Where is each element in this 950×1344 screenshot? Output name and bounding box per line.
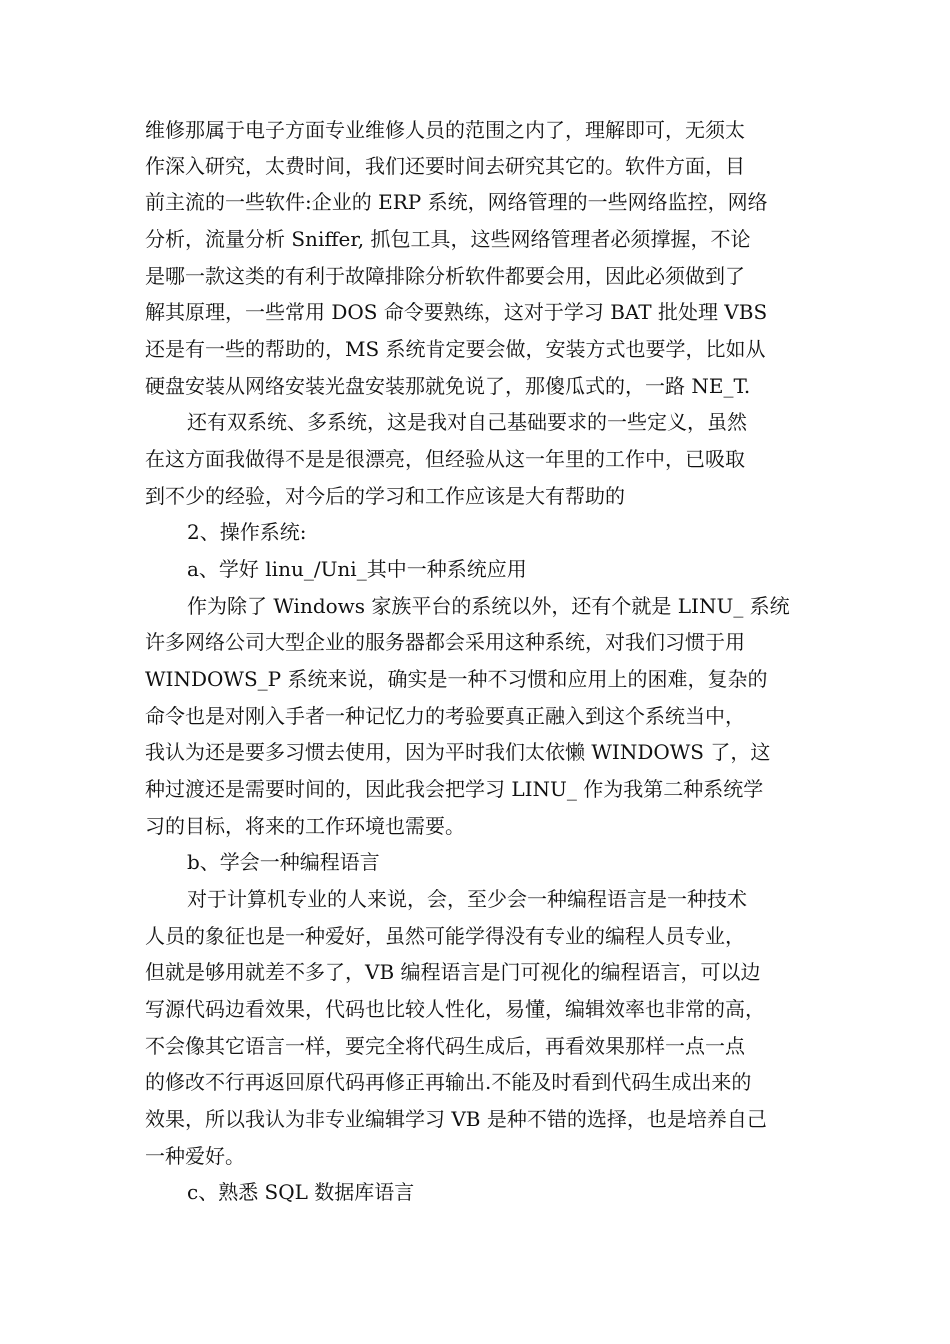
text-line: 前主流的一些软件:企业的 ERP 系统，网络管理的一些网络监控，网络 [145, 190, 768, 214]
text-line: 作深入研究，太费时间，我们还要时间去研究其它的。软件方面，目 [145, 154, 745, 178]
text-line: 但就是够用就差不多了，VB 编程语言是门可视化的编程语言，可以边 [145, 960, 761, 984]
text-line: 命令也是对刚入手者一种记忆力的考验要真正融入到这个系统当中， [145, 704, 745, 728]
text-line: 许多网络公司大型企业的服务器都会采用这种系统，对我们习惯于用 [145, 630, 745, 654]
text-line: 人员的象征也是一种爱好，虽然可能学得没有专业的编程人员专业， [145, 924, 745, 948]
subsection-heading: c、熟悉 SQL 数据库语言 [187, 1180, 415, 1204]
text-line: 的修改不行再返回原代码再修正再输出.不能及时看到代码生成出来的 [145, 1070, 752, 1094]
text-line: 还有双系统、多系统，这是我对自己基础要求的一些定义，虽然 [187, 410, 747, 434]
text-line: 解其原理，一些常用 DOS 命令要熟练，这对于学习 BAT 批处理 VBS [145, 300, 768, 324]
section-heading: 2、操作系统: [187, 520, 307, 544]
text-line: 效果，所以我认为非专业编辑学习 VB 是种不错的选择，也是培养自己 [145, 1107, 767, 1131]
text-line: 维修那属于电子方面专业维修人员的范围之内了，理解即可，无须太 [145, 118, 745, 142]
text-line: 对于计算机专业的人来说，会，至少会一种编程语言是一种技术 [187, 887, 747, 911]
subsection-heading: b、学会一种编程语言 [187, 850, 380, 874]
text-line: 写源代码边看效果，代码也比较人性化，易懂，编辑效率也非常的高， [145, 997, 765, 1021]
text-line: WINDOWS_P 系统来说，确实是一种不习惯和应用上的困难，复杂的 [145, 667, 768, 691]
text-line: 在这方面我做得不是是很漂亮，但经验从这一年里的工作中，已吸取 [145, 447, 745, 471]
text-line: 不会像其它语言一样，要完全将代码生成后，再看效果那样一点一点 [145, 1034, 745, 1058]
text-line: 习的目标，将来的工作环境也需要。 [145, 814, 465, 838]
text-line: 是哪一款这类的有利于故障排除分析软件都要会用，因此必须做到了 [145, 264, 745, 288]
text-line: 硬盘安装从网络安装光盘安装那就免说了，那傻瓜式的，一路 NE_T. [145, 374, 751, 398]
text-line: 作为除了 Windows 家族平台的系统以外，还有个就是 LINU_ 系统 [187, 594, 790, 618]
text-line: 到不少的经验，对今后的学习和工作应该是大有帮助的 [145, 484, 625, 508]
subsection-heading: a、学好 linu_/Uni_其中一种系统应用 [187, 557, 527, 581]
text-line: 分析，流量分析 Sniffer, 抓包工具，这些网络管理者必须撑握，不论 [145, 227, 751, 251]
text-line: 我认为还是要多习惯去使用，因为平时我们太依懒 WINDOWS 了，这 [145, 740, 771, 764]
text-line: 还是有一些的帮助的，MS 系统肯定要会做，安装方式也要学，比如从 [145, 337, 766, 361]
text-line: 种过渡还是需要时间的，因此我会把学习 LINU_ 作为我第二种系统学 [145, 777, 764, 801]
text-line: 一种爱好。 [145, 1144, 245, 1168]
